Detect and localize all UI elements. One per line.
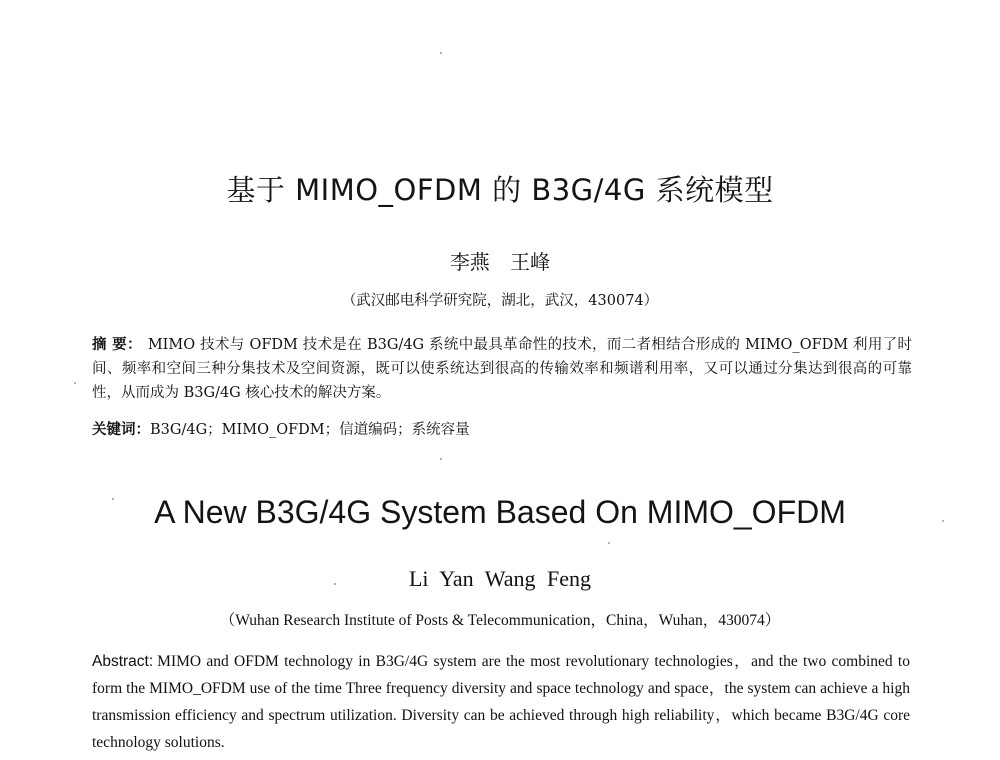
chinese-keywords [92, 418, 912, 439]
english-title: A New B3G/4G System Based On MIMO_OFDM [154, 494, 846, 530]
chinese-title: 基于 MIMO_OFDM 的 B3G/4G 系统模型 [226, 173, 774, 207]
english-affiliation: （Wuhan Research Institute of Posts & Telecommunication，China，Wuhan，430074） [219, 612, 781, 629]
chinese-keywords-label: 关键词： [92, 422, 150, 438]
english-authors: Li Yan Wang Feng [408, 566, 592, 591]
english-abstract-text: MIMO and OFDM technology in B3G/4G system are the most revolutionary technologies，and the two combined to form the MIMO_OFDM use of the time Three frequency diversity and space technology and space，the system can achieve a high transmission efficiency and spectrum utilization. Diversity can be achieved through high reliability，which became B3G/4G core technology solutions. [92, 653, 910, 751]
scan-speck [112, 498, 114, 500]
chinese-affiliation: （武汉邮电科学研究院，湖北，武汉，430074） [341, 293, 659, 309]
scan-speck [440, 458, 442, 460]
chinese-abstract [92, 333, 912, 405]
chinese-authors: 李燕 王峰 [449, 250, 551, 274]
chinese-keywords-text: B3G/4G；MIMO_OFDM；信道编码；系统容量 [150, 422, 470, 438]
scan-speck [440, 52, 442, 54]
scan-speck [942, 520, 944, 522]
scan-speck [74, 382, 76, 384]
english-abstract-label: Abstract: [92, 653, 154, 670]
english-abstract [92, 648, 910, 756]
chinese-abstract-text: MIMO 技术与 OFDM 技术是在 B3G/4G 系统中最具革命性的技术，而二者相结合形成的 MIMO_OFDM 利用了时间、频率和空间三种分集技术及空间资源，既可以使系统达到很高的传输效率和频谱利用率，又可以通过分集达到很高的可靠性，从而成为 B3G/4G 核心技术的解决方案。 [92, 337, 912, 401]
chinese-abstract-label: 摘 要： [92, 337, 142, 353]
scan-speck [608, 542, 610, 544]
scan-speck [334, 583, 336, 585]
